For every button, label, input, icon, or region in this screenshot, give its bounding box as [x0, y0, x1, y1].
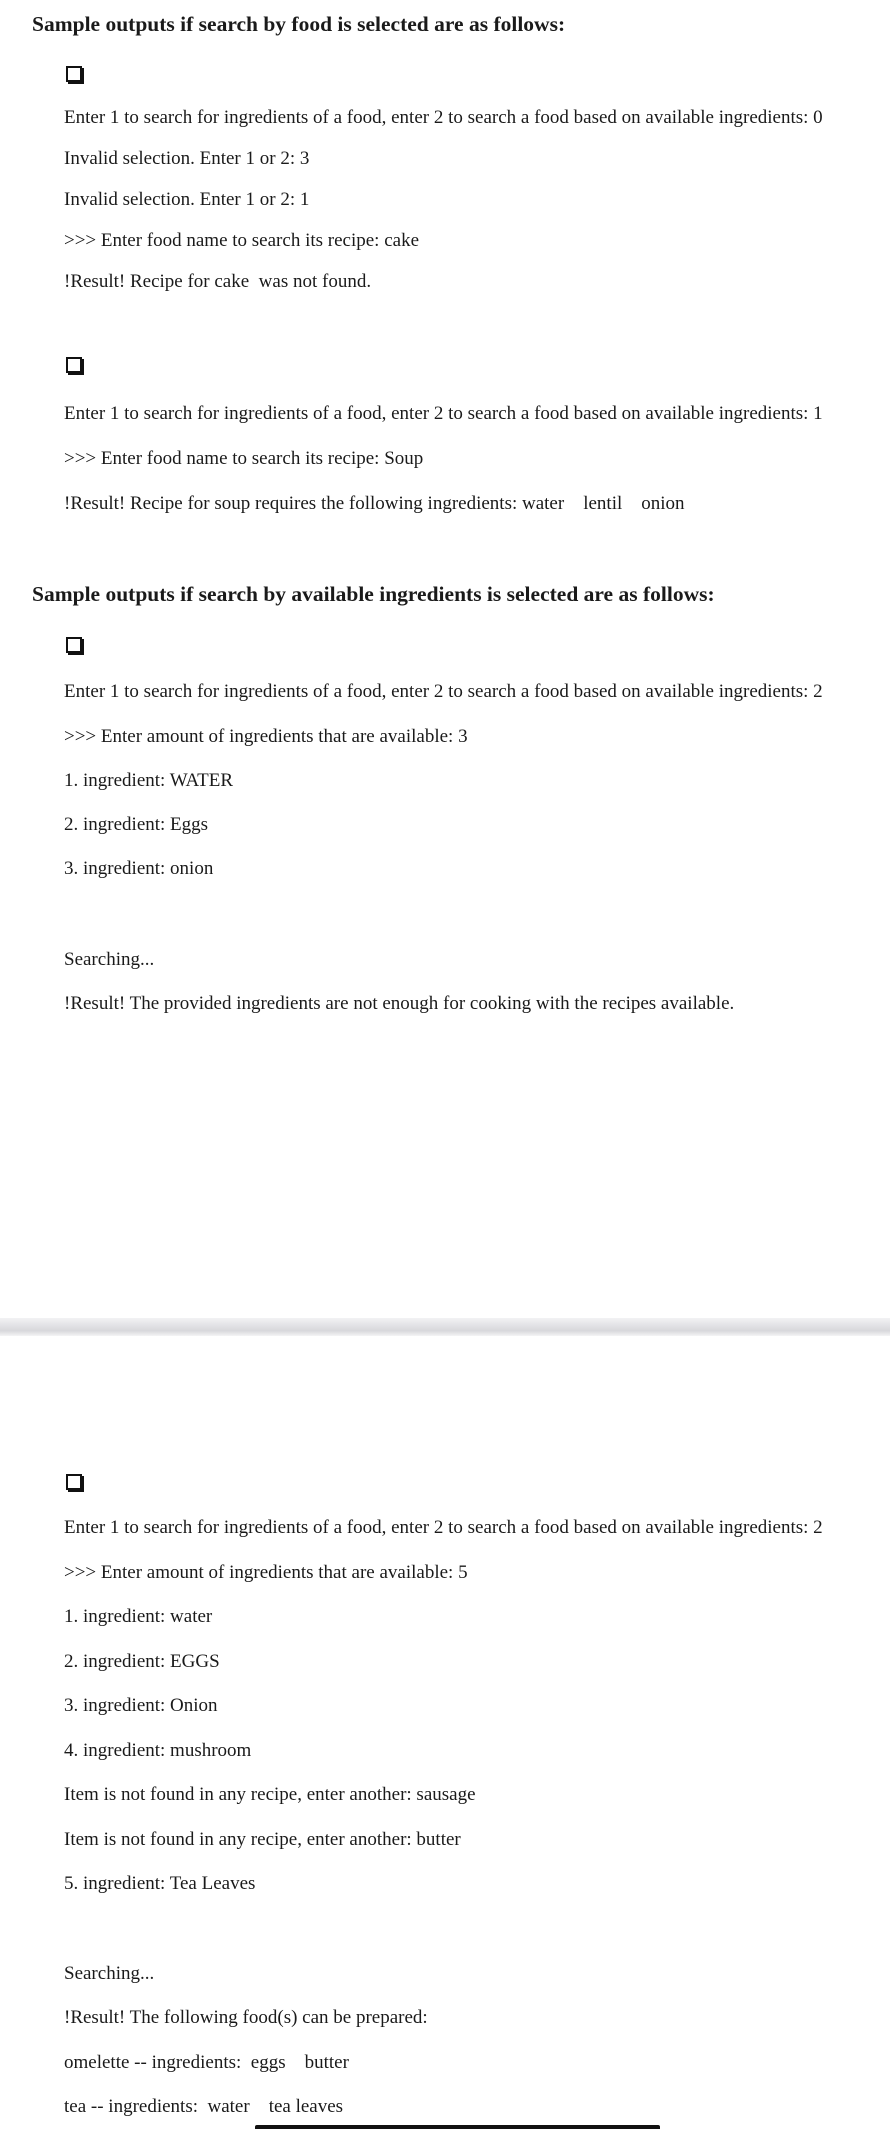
output-line: 2. ingredient: Eggs [64, 814, 209, 835]
ingredients-search-heading: Sample outputs if search by available ingredients is selected are as follows: [32, 582, 715, 606]
output-line: 1. ingredient: water [64, 1606, 213, 1627]
output-line: 2. ingredient: EGGS [64, 1651, 220, 1672]
result-food-line: tea -- ingredients: water tea leaves [64, 2096, 344, 2117]
output-line: Searching... [64, 949, 155, 970]
output-line: 1. ingredient: WATER [64, 770, 234, 791]
output-line: >>> Enter amount of ingredients that are available: 5 [64, 1562, 468, 1583]
output-line: 5. ingredient: Tea Leaves [64, 1873, 256, 1894]
output-line: 3. ingredient: Onion [64, 1695, 218, 1716]
result-food-line: omelette -- ingredients: eggs butter [64, 2052, 349, 2073]
result-line: !Result! Recipe for cake was not found. [64, 271, 372, 292]
output-line: Enter 1 to search for ingredients of a food, enter 2 to search a food based on available ingredients: 1 [64, 403, 823, 424]
page-separator [0, 1318, 890, 1336]
checkbox-icon [66, 1474, 82, 1490]
result-line: !Result! The provided ingredients are not enough for cooking with the recipes available. [64, 993, 735, 1014]
output-line: 3. ingredient: onion [64, 858, 214, 879]
output-line: >>> Enter amount of ingredients that are available: 3 [64, 726, 468, 747]
checkbox-icon [66, 637, 82, 653]
document-page-2 [0, 1336, 890, 2129]
output-line: Invalid selection. Enter 1 or 2: 1 [64, 189, 310, 210]
checkbox-icon [66, 357, 82, 373]
output-line: 4. ingredient: mushroom [64, 1740, 252, 1761]
output-line: Enter 1 to search for ingredients of a food, enter 2 to search a food based on available ingredients: 2 [64, 1517, 823, 1538]
output-line: Searching... [64, 1963, 155, 1984]
result-line: !Result! The following food(s) can be prepared: [64, 2007, 428, 2028]
output-line: Item is not found in any recipe, enter another: butter [64, 1829, 461, 1850]
output-line: Invalid selection. Enter 1 or 2: 3 [64, 148, 310, 169]
food-search-heading: Sample outputs if search by food is selected are as follows: [32, 12, 566, 36]
output-line: >>> Enter food name to search its recipe: Soup [64, 448, 424, 469]
home-indicator-bar [255, 2125, 660, 2129]
output-line: >>> Enter food name to search its recipe: cake [64, 230, 419, 251]
checkbox-icon [66, 66, 82, 82]
output-line: Enter 1 to search for ingredients of a food, enter 2 to search a food based on available ingredients: 2 [64, 681, 823, 702]
result-line: !Result! Recipe for soup requires the following ingredients: water lentil onion [64, 493, 685, 514]
output-line: Enter 1 to search for ingredients of a food, enter 2 to search a food based on available ingredients: 0 [64, 107, 823, 128]
output-line: Item is not found in any recipe, enter another: sausage [64, 1784, 476, 1805]
